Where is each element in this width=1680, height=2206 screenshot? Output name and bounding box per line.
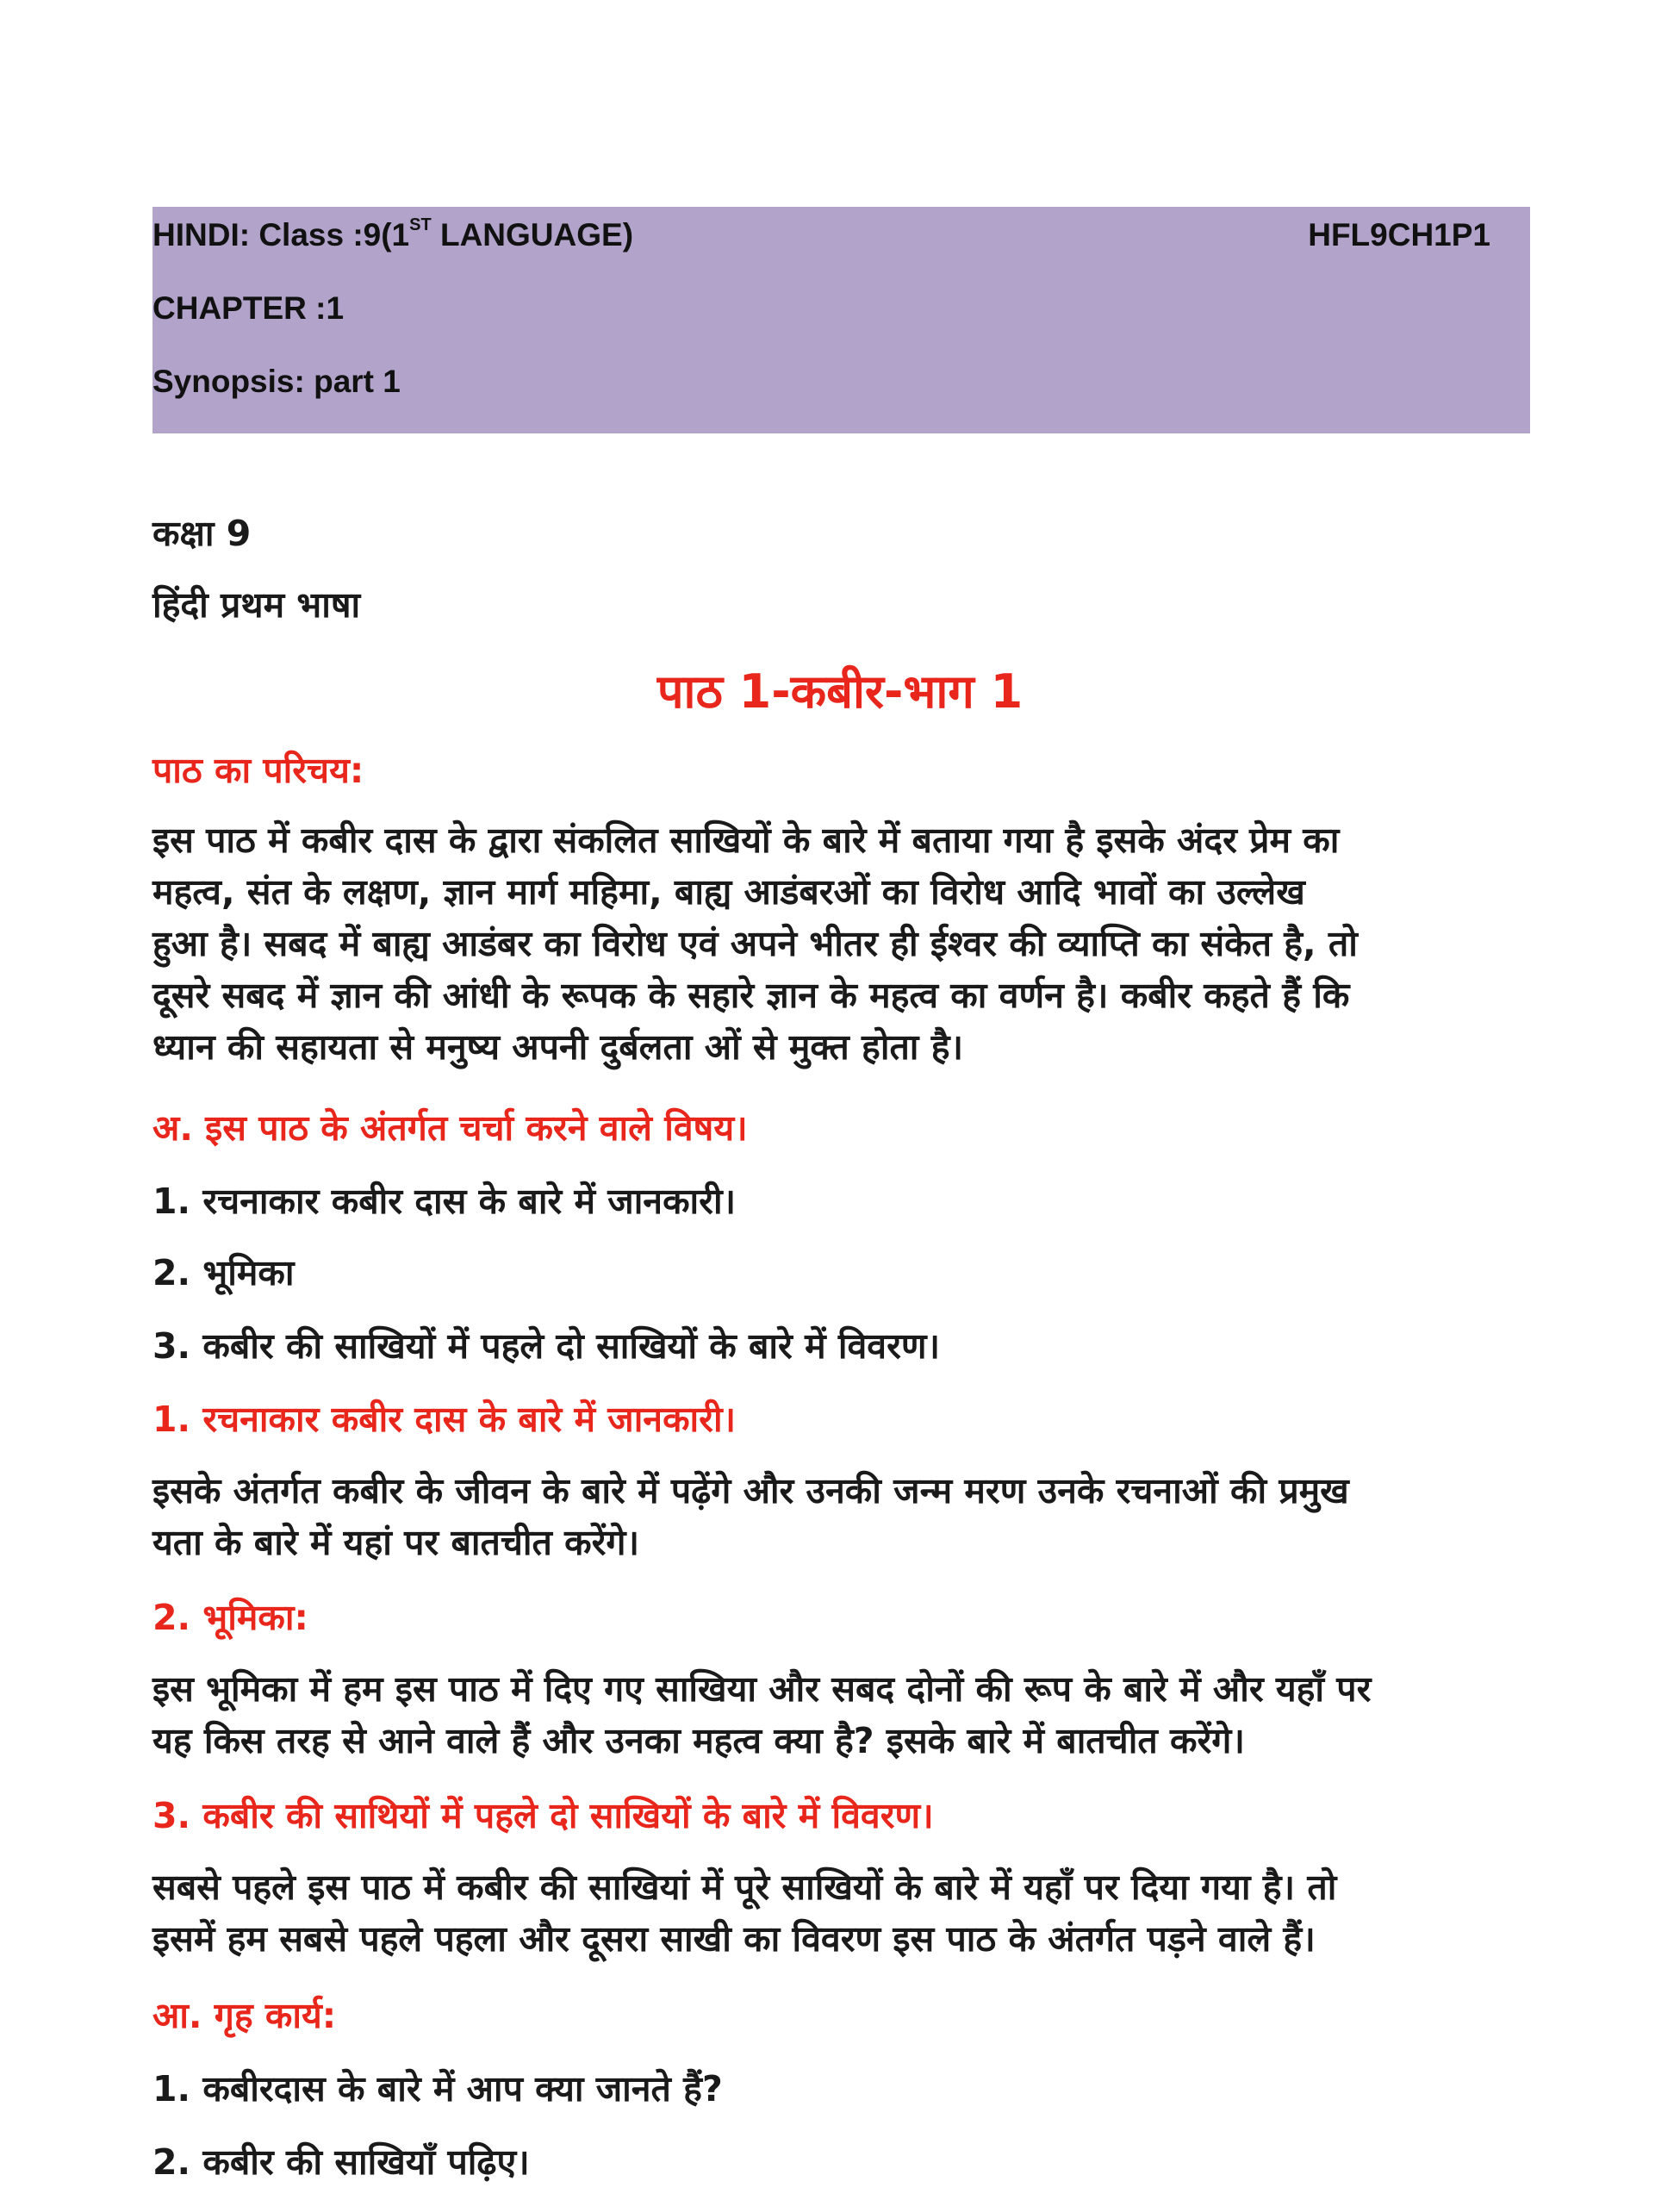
section1-line: यता के बारे में यहां पर बातचीत करेंगे। [152, 1522, 640, 1563]
topic-item: 2. भूमिका [152, 1252, 295, 1293]
intro-line: महत्व, संत के लक्षण, ज्ञान मार्ग महिमा, बाह्य आडंबरओं का विरोध आदि भावों का उल्लेख [152, 871, 1305, 913]
intro-line: इस पाठ में कबीर दास के द्वारा संकलित साखियों के बारे में बताया गया है इसके अंदर प्रेम का [152, 819, 1340, 861]
section3-paragraph [152, 1861, 1531, 1965]
section3-line: सबसे पहले इस पाठ में कबीर की साखियां में पूरे साखियों के बारे में यहाँ पर दिया गया है। तो [152, 1866, 1337, 1908]
lesson-title: पाठ 1-कबीर-भाग 1 [656, 664, 1024, 719]
section2-heading: 2. भूमिका: [152, 1597, 308, 1638]
intro-line: दूसरे सबद में ज्ञान की आंधी के रूपक के सहारे ज्ञान के महत्व का वर्णन है। कबीर कहते हैं कि [152, 975, 1350, 1016]
homework-item: 2. कबीर की साखियाँ पढ़िए। [152, 2141, 530, 2183]
topic-item: 1. रचनाकार कबीर दास के बारे में जानकारी। [152, 1181, 737, 1222]
class-label: कक्षा 9 [152, 513, 252, 554]
section2-line: यह किस तरह से आने वाले हैं और उनका महत्व क्या है? इसके बारे में बातचीत करेंगे। [152, 1720, 1245, 1761]
topics-heading: अ. इस पाठ के अंतर्गत चर्चा करने वाले विषय। [152, 1107, 748, 1149]
language-label: हिंदी प्रथम भाषा [152, 584, 361, 626]
intro-line: ध्यान की सहायता से मनुष्य अपनी दुर्बलता ओं से मुक्त होता है। [152, 1026, 964, 1068]
synopsis-label: Synopsis: part 1 [152, 364, 401, 399]
homework-item: 1. कबीरदास के बारे में आप क्या जानते हैं? [152, 2068, 723, 2109]
chapter-label: CHAPTER :1 [152, 290, 345, 326]
section1-line: इसके अंतर्गत कबीर के जीवन के बारे में पढ़ेंगे और उनकी जन्म मरण उनके रचनाओं की प्रमुख [152, 1470, 1349, 1511]
section3-heading: 3. कबीर की साथियों में पहले दो साखियों के बारे में विवरण। [152, 1795, 934, 1836]
section3-line: इसमें हम सबसे पहले पहला और दूसरा साखी का विवरण इस पाठ के अंतर्गत पड़ने वाले हैं। [152, 1918, 1316, 1960]
section1-heading: 1. रचनाकार कबीर दास के बारे में जानकारी। [152, 1399, 737, 1440]
homework-heading: आ. गृह कार्य: [152, 1995, 337, 2036]
intro-line: हुआ है। सबद में बाह्य आडंबर का विरोध एवं अपने भीतर ही ईश्वर की व्याप्ति का संकेत है, तो [152, 923, 1358, 964]
document-code: HFL9CH1P1 [1308, 217, 1490, 252]
topic-item: 3. कबीर की साखियों में पहले दो साखियों के बारे में विवरण। [152, 1325, 941, 1367]
section2-line: इस भूमिका में हम इस पाठ में दिए गए साखिया और सबद दोनों की रूप के बारे में और यहाँ पर [152, 1668, 1372, 1710]
class-language-line: HINDI: Class :9(1ST LANGUAGE) [152, 215, 634, 252]
section1-paragraph [152, 1465, 1531, 1568]
section2-paragraph [152, 1663, 1531, 1767]
intro-paragraph [152, 814, 1531, 1073]
intro-heading: पाठ का परिचय: [152, 750, 364, 791]
